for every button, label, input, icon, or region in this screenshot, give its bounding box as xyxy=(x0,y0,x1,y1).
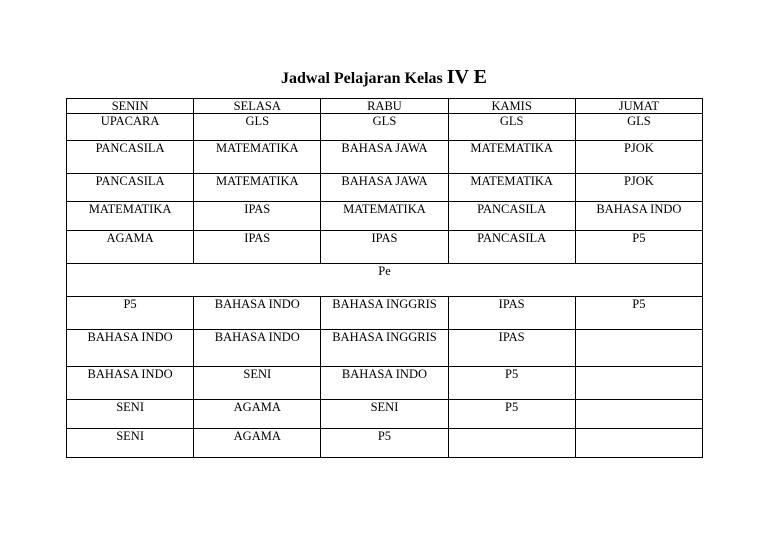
subject-cell: IPAS xyxy=(194,231,321,264)
subject-cell: IPAS xyxy=(194,202,321,231)
subject-cell: SENI xyxy=(321,400,448,429)
subject-cell xyxy=(575,429,702,458)
subject-cell: BAHASA INDO xyxy=(194,297,321,330)
subject-cell xyxy=(575,330,702,367)
subject-cell: GLS xyxy=(575,114,702,141)
schedule-table xyxy=(66,98,703,458)
subject-cell: BAHASA INDO xyxy=(67,330,194,367)
subject-cell: SENI xyxy=(194,367,321,400)
subject-cell: BAHASA INDO xyxy=(575,202,702,231)
page-title xyxy=(0,66,768,90)
subject-cell: IPAS xyxy=(321,231,448,264)
subject-cell: PANCASILA xyxy=(67,174,194,202)
schedule-body xyxy=(67,99,703,458)
subject-cell xyxy=(575,400,702,429)
break-row xyxy=(67,264,703,297)
day-header: RABU xyxy=(321,99,448,114)
subject-cell xyxy=(575,367,702,400)
header-row xyxy=(67,99,703,114)
title-prefix: Jadwal Pelajaran Kelas xyxy=(281,70,447,87)
subject-cell: PJOK xyxy=(575,174,702,202)
subject-cell: P5 xyxy=(67,297,194,330)
period-row xyxy=(67,141,703,174)
period-row xyxy=(67,367,703,400)
subject-cell: MATEMATIKA xyxy=(194,174,321,202)
subject-cell: SENI xyxy=(67,400,194,429)
subject-cell: MATEMATIKA xyxy=(321,202,448,231)
subject-cell: MATEMATIKA xyxy=(448,141,575,174)
break-cell: Pe xyxy=(67,264,703,297)
period-row xyxy=(67,330,703,367)
subject-cell: BAHASA INDO xyxy=(194,330,321,367)
subject-cell: BAHASA INGGRIS xyxy=(321,297,448,330)
subject-cell: PJOK xyxy=(575,141,702,174)
period-row xyxy=(67,400,703,429)
subject-cell: BAHASA INDO xyxy=(67,367,194,400)
subject-cell: IPAS xyxy=(448,330,575,367)
period-row xyxy=(67,231,703,264)
subject-cell: BAHASA JAWA xyxy=(321,141,448,174)
period-row xyxy=(67,429,703,458)
period-row xyxy=(67,114,703,141)
subject-cell: UPACARA xyxy=(67,114,194,141)
subject-cell: P5 xyxy=(575,231,702,264)
day-header: JUMAT xyxy=(575,99,702,114)
subject-cell: P5 xyxy=(448,400,575,429)
subject-cell: MATEMATIKA xyxy=(67,202,194,231)
period-row xyxy=(67,174,703,202)
subject-cell: P5 xyxy=(448,367,575,400)
subject-cell: BAHASA INDO xyxy=(321,367,448,400)
subject-cell: MATEMATIKA xyxy=(194,141,321,174)
subject-cell: BAHASA JAWA xyxy=(321,174,448,202)
title-class-name: IV E xyxy=(446,66,487,88)
day-header: SENIN xyxy=(67,99,194,114)
subject-cell: BAHASA INGGRIS xyxy=(321,330,448,367)
subject-cell xyxy=(448,429,575,458)
subject-cell: AGAMA xyxy=(194,400,321,429)
subject-cell: GLS xyxy=(448,114,575,141)
subject-cell: P5 xyxy=(321,429,448,458)
subject-cell: AGAMA xyxy=(194,429,321,458)
day-header: KAMIS xyxy=(448,99,575,114)
subject-cell: IPAS xyxy=(448,297,575,330)
period-row xyxy=(67,297,703,330)
subject-cell: AGAMA xyxy=(67,231,194,264)
subject-cell: PANCASILA xyxy=(448,231,575,264)
subject-cell: PANCASILA xyxy=(67,141,194,174)
subject-cell: GLS xyxy=(321,114,448,141)
subject-cell: P5 xyxy=(575,297,702,330)
subject-cell: SENI xyxy=(67,429,194,458)
period-row xyxy=(67,202,703,231)
subject-cell: PANCASILA xyxy=(448,202,575,231)
subject-cell: GLS xyxy=(194,114,321,141)
day-header: SELASA xyxy=(194,99,321,114)
subject-cell: MATEMATIKA xyxy=(448,174,575,202)
